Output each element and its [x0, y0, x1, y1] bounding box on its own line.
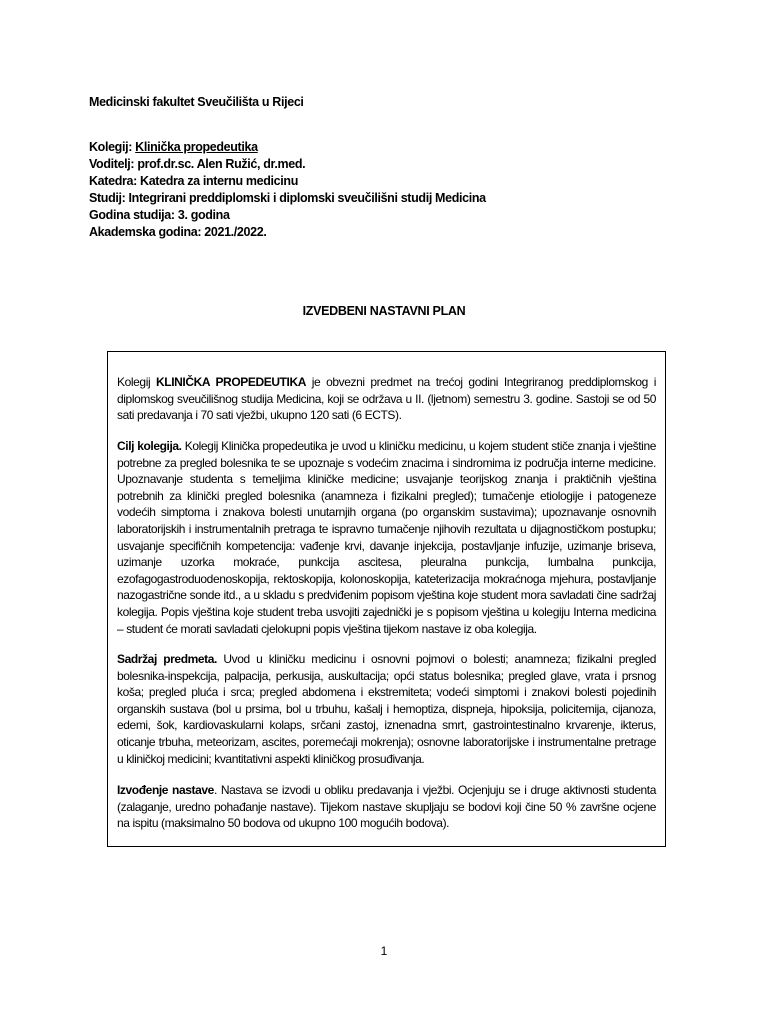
department: Katedra: Katedra za internu medicinu	[89, 174, 298, 188]
plan-title: IZVEDBENI NASTAVNI PLAN	[302, 304, 466, 318]
page-number: 1	[380, 944, 388, 958]
course-label: Kolegij:	[89, 140, 136, 154]
goal-text: Kolegij Klinička propedeutika je uvod u kliničku medicinu, u kojem student stiče znanja i vještine potrebne za pregled bolesnika te se upoznaje s vodećim znacima i sindromima iz područja interne medicine. Upoznavanje studenta s temeljima kliničke medicine; usvajanje teorijskog znanja i praktičnih vještina potrebnih za klinički pregled bolesnika (anamneza i fizikalni pregled); tumačenje etiologije i patogeneze vodećih simptoma i znakova bolesti unutarnjih organa (po organskim sustavima); upoznavanje osnovnih laboratorijskih i instrumentalnih pretraga te ispravno tumačenje njihovih rezultata u dijagnostičkom postupku; usvajanje specifičnih kompetencija: vađenje krvi, davanje injekcija, postavljanje infuzije, uzimanje briseva, uzimanje uzorka mokraće, punkcija ascitesa, pleuralna punkcija, lumbalna punkcija, ezofagogastroduodenoskopija, rektoskopija, kolonoskopija, kateterizacija mokraćnoga mjehura, postavljanje nazogastrične sonde itd., a u skladu s predviđenim popisom vještina koje student mora savladati čine sadržaj kolegija. Popis vještina koje student treba usvojiti zajednički je s popisom vještina u kolegiju Interna medicina – student će morati savladati cjelokupni popis vještina tijekom nastave iz oba kolegija.	[117, 439, 656, 636]
intro-text: je obvezni predmet na trećoj godini Integriranog preddiplomskog i diplomskog sveučilišnog studija Medicina, koji se održava u II. (ljetnom) semestru 3. godine. Sastoji se od 50 sati predavanja i 70 sati vježbi, ukupno 120 sati (6 ECTS).	[117, 375, 656, 423]
academic-year: Akademska godina: 2021./2022.	[89, 225, 267, 239]
teaching-heading: Izvođenje nastave	[117, 783, 214, 797]
study-year: Godina studija: 3. godina	[89, 208, 230, 222]
goal-paragraph	[117, 438, 656, 637]
course-title-bold: KLINIČKA PROPEDEUTIKA	[156, 375, 306, 389]
course-line	[89, 139, 258, 156]
institution-name: Medicinski fakultet Sveučilišta u Rijeci	[89, 95, 304, 109]
goal-heading: Cilj kolegija.	[117, 439, 182, 453]
intro-paragraph	[117, 374, 656, 424]
content-paragraph	[117, 651, 656, 767]
study-program: Studij: Integrirani preddiplomski i diplomski sveučilišni studij Medicina	[89, 191, 486, 205]
course-lead: Voditelj: prof.dr.sc. Alen Ružić, dr.med.	[89, 157, 306, 171]
content-text: Uvod u kliničku medicinu i osnovni pojmovi o bolesti; anamneza; fizikalni pregled bolesnika-inspekcija, palpacija, perkusija, auskultacija; opći status bolesnika; pregled glave, vrata i prsnog koša; pregled pluća i srca; pregled abdomena i ekstremiteta; vodeći simptomi i znakovi bolesti pojedinih organskih sustava (bol u prsima, bol u trbuhu, kašalj i hemoptiza, dispneja, hipoksija, policitemija, cijanoza, edemi, šok, kardiovaskularni kolaps, srčani zastoj, iznenadna smrt, gastrointestinalno krvarenje, ikterus, oticanje trbuha, meteorizam, ascites, poremećaji mokrenja); osnovne laboratorijske i instrumentalne pretrage u kliničkoj medicini; kvantitativni aspekti kliničkog prosuđivanja.	[117, 652, 656, 766]
course-name: Klinička propedeutika	[135, 140, 258, 154]
content-heading: Sadržaj predmeta.	[117, 652, 217, 666]
teaching-paragraph	[117, 782, 656, 832]
teaching-text: . Nastava se izvodi u obliku predavanja i vježbi. Ocjenjuju se i druge aktivnosti studenta (zalaganje, uredno pohađanje nastave). Tijekom nastave skupljaju se bodovi koji čine 50 % završne ocjene na ispitu (maksimalno 50 bodova od ukupno 100 mogućih bodova).	[117, 783, 656, 831]
course-description-box	[107, 351, 666, 847]
intro-prefix: Kolegij	[117, 375, 156, 389]
